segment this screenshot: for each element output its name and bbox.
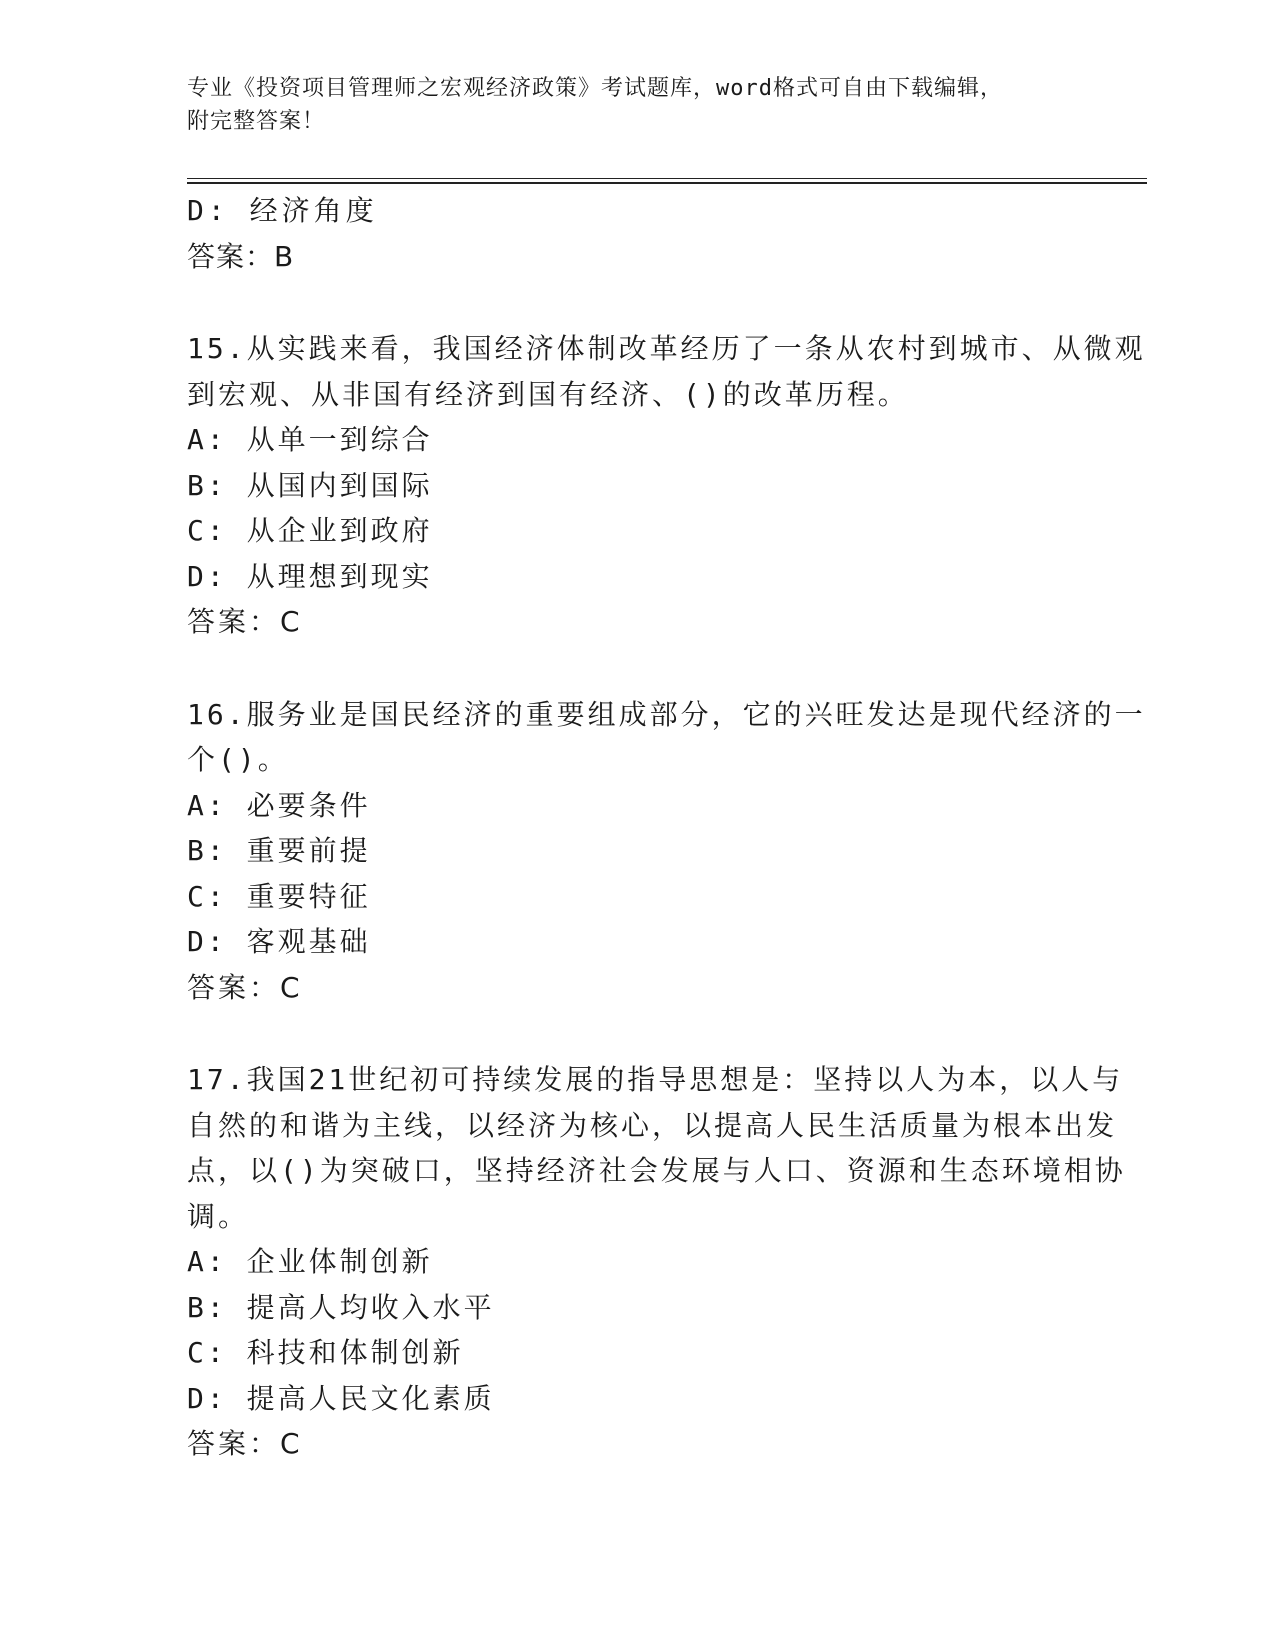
option-b: B: 重要前提: [187, 834, 371, 867]
question-text-line: 自然的和谐为主线，以经济为核心，以提高人民生活质量为根本出发: [187, 1108, 1118, 1142]
option-d: D: 从理想到现实: [187, 559, 433, 593]
spacer: [187, 1010, 1087, 1057]
question-text-line: 15.从实践来看，我国经济体制改革经历了一条从农村到城市、从微观: [187, 332, 1146, 365]
option-c: C: 从企业到政府: [187, 514, 433, 547]
option-b: B: 从国内到国际: [187, 468, 433, 502]
option-d: D: 提高人民文化素质: [187, 1381, 495, 1415]
option-c: C: 科技和体制创新: [187, 1336, 464, 1369]
question-list: [187, 188, 1146, 1467]
question-text-line: 到宏观、从非国有经济到国有经济、()的改革历程。: [187, 377, 909, 411]
question-17: [187, 1057, 1126, 1467]
header-line-1: 专业《投资项目管理师之宏观经济政策》考试题库，word格式可自由下载编辑，: [187, 76, 1003, 101]
header-divider-thin: [187, 178, 1147, 179]
option-a: A: 必要条件: [187, 788, 371, 822]
question-text-line: 调。: [187, 1199, 250, 1233]
answer: 答案：C: [187, 605, 303, 638]
header-line-2: 附完整答案！: [187, 109, 326, 134]
option-c: C: 重要特征: [187, 879, 371, 913]
answer: 答案：C: [187, 970, 303, 1004]
prev-answer: 答案：B: [187, 239, 295, 273]
question-16: [187, 692, 1146, 1011]
answer: 答案：C: [187, 1427, 303, 1460]
question-text-line: 17.我国21世纪初可持续发展的指导思想是：坚持以人为本，以人与: [187, 1063, 1124, 1096]
question-text-line: 点，以()为突破口，坚持经济社会发展与人口、资源和生态环境相协: [187, 1154, 1126, 1187]
option-a: A: 从单一到综合: [187, 423, 433, 456]
question-15: [187, 326, 1146, 645]
spacer: [187, 645, 1087, 692]
question-text-line: 16.服务业是国民经济的重要组成部分，它的兴旺发达是现代经济的一: [187, 697, 1146, 731]
document-header: [187, 72, 1087, 138]
spacer: [187, 279, 1087, 326]
option-d: D: 客观基础: [187, 925, 371, 958]
option-b: B: 提高人均收入水平: [187, 1290, 495, 1324]
prev-option-d: D: 经济角度: [187, 194, 378, 227]
option-a: A: 企业体制创新: [187, 1245, 433, 1278]
header-divider-thick: [187, 182, 1147, 184]
question-text-line: 个()。: [187, 743, 289, 776]
